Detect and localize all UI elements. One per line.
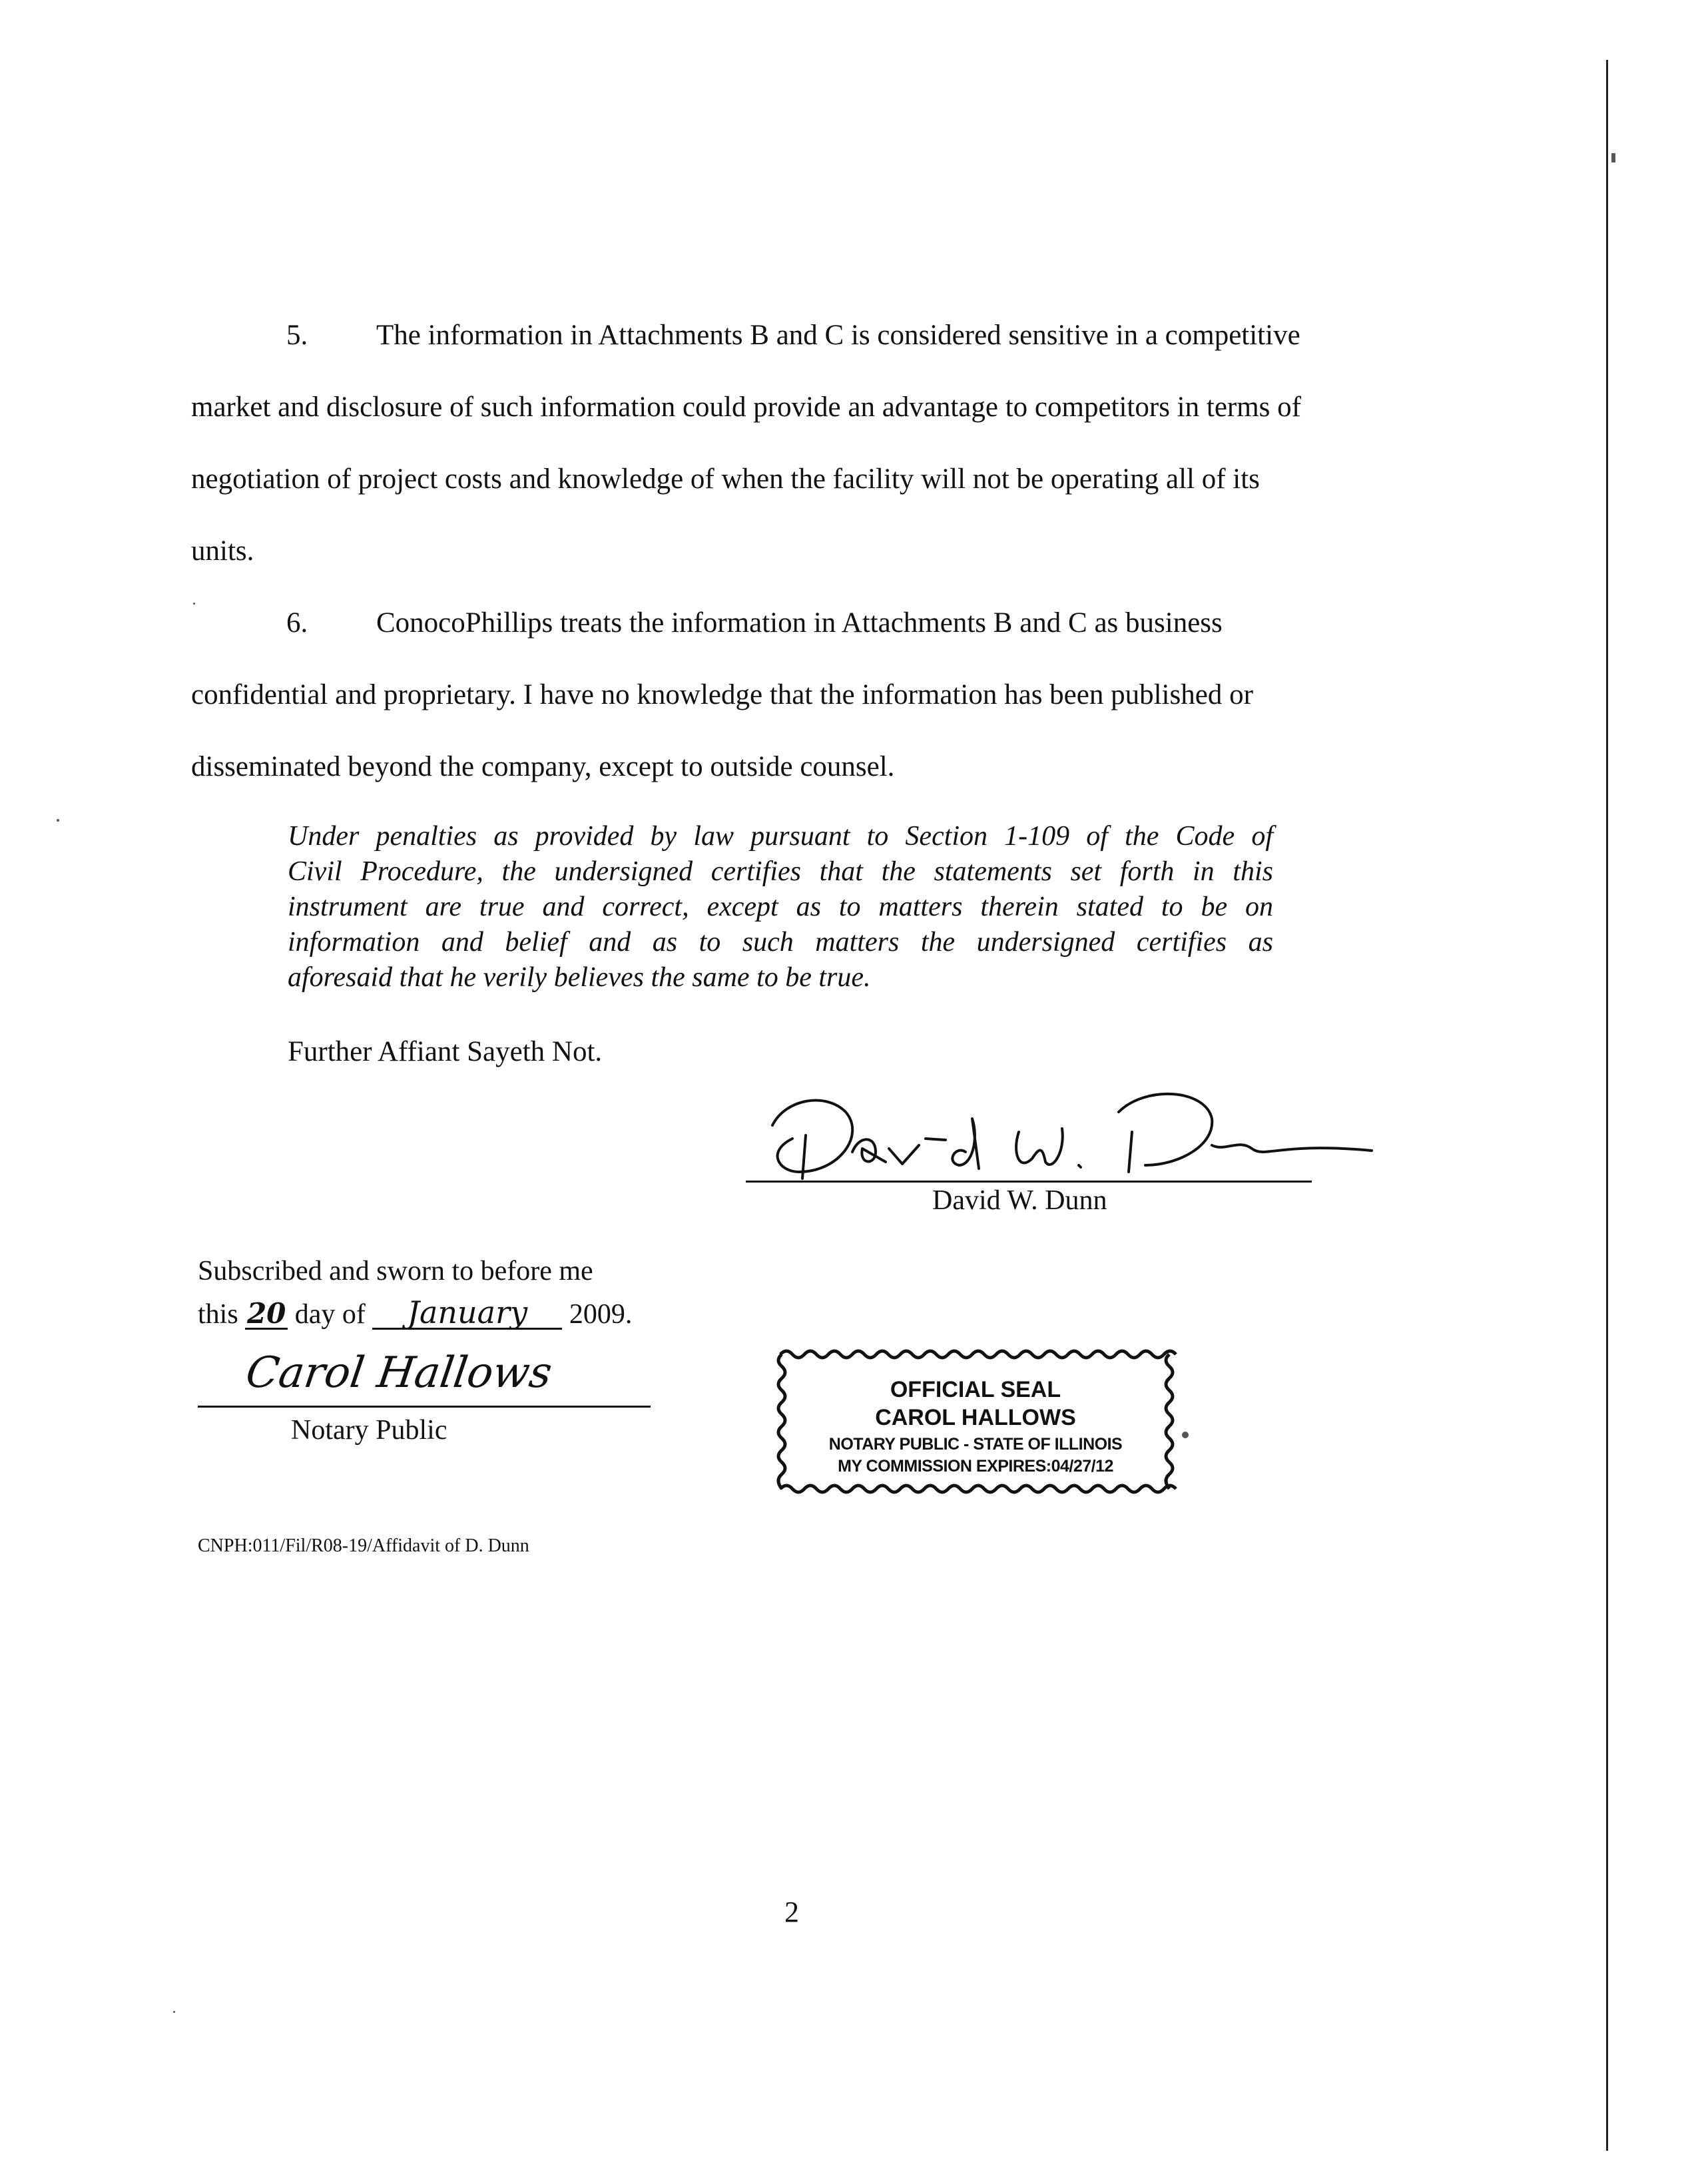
- affiant-signature-line: [746, 1181, 1312, 1183]
- scan-speck: [173, 2011, 175, 2013]
- affiant-signature: [746, 1072, 1378, 1185]
- paragraph-6-line-2: confidential and proprietary. I have no knowledge that the information has been published or: [191, 679, 1253, 710]
- jurat-day-value: 20: [245, 1300, 288, 1330]
- seal-line-4: MY COMMISSION EXPIRES:04/27/12: [838, 1457, 1113, 1476]
- paragraph-5-line-3: negotiation of project costs and knowledge of when the facility will not be operating all of its: [191, 463, 1260, 495]
- page-number: 2: [784, 1896, 799, 1928]
- paragraph-5-number: 5.: [286, 320, 308, 351]
- jurat-month-value: January: [372, 1297, 562, 1330]
- affiant-signature-drawing: [746, 1072, 1378, 1185]
- seal-line-3: NOTARY PUBLIC - STATE OF ILLINOIS: [828, 1435, 1123, 1454]
- jurat-day-of: day of: [294, 1299, 366, 1330]
- paragraph-6-number: 6.: [286, 607, 308, 639]
- scan-speck: [1611, 153, 1615, 162]
- paragraph-5-line-4: units.: [191, 535, 254, 567]
- page-edge-line: [1606, 60, 1608, 2151]
- paragraph-5-line-1: The information in Attachments B and C is considered sensitive in a competitive: [376, 320, 1300, 351]
- scan-speck: [1182, 1432, 1189, 1438]
- jurat-line-2: [198, 1294, 633, 1330]
- certification-line-2: Civil Procedure, the undersigned certifies that the statements set forth in this: [288, 856, 1273, 887]
- notary-signature-line: [198, 1406, 651, 1408]
- further-affiant-statement: Further Affiant Sayeth Not.: [288, 1036, 603, 1067]
- seal-line-1: OFFICIAL SEAL: [890, 1377, 1061, 1402]
- notary-signature: Carol Hallows: [242, 1348, 555, 1398]
- certification-line-4: information and belief and as to such matters the undersigned certifies as: [288, 927, 1273, 957]
- scan-speck: [193, 603, 195, 605]
- certification-line-5: aforesaid that he verily believes the same to be true.: [288, 962, 871, 993]
- file-reference: CNPH:011/Fil/R08-19/Affidavit of D. Dunn: [198, 1535, 529, 1556]
- paragraph-6-line-3: disseminated beyond the company, except to outside counsel.: [191, 751, 895, 782]
- certification-line-3: instrument are true and correct, except as to matters therein stated to be on: [288, 892, 1273, 922]
- official-seal-stamp: [772, 1345, 1179, 1498]
- certification-line-1: Under penalties as provided by law pursuant to Section 1-109 of the Code of: [288, 821, 1273, 852]
- jurat-line-1: Subscribed and sworn to before me: [198, 1256, 593, 1286]
- seal-line-2: CAROL HALLOWS: [875, 1405, 1076, 1430]
- affiant-printed-name: David W. Dunn: [932, 1185, 1107, 1216]
- jurat-this: this: [198, 1299, 238, 1330]
- scan-speck: [57, 819, 59, 822]
- certification-block: [288, 819, 1273, 995]
- paragraph-5-line-2: market and disclosure of such information could provide an advantage to competitors in terms of: [191, 392, 1301, 423]
- jurat-year: 2009.: [569, 1299, 633, 1330]
- paragraph-6-line-1: ConocoPhillips treats the information in Attachments B and C as business: [376, 607, 1223, 639]
- notary-public-label: Notary Public: [291, 1415, 447, 1446]
